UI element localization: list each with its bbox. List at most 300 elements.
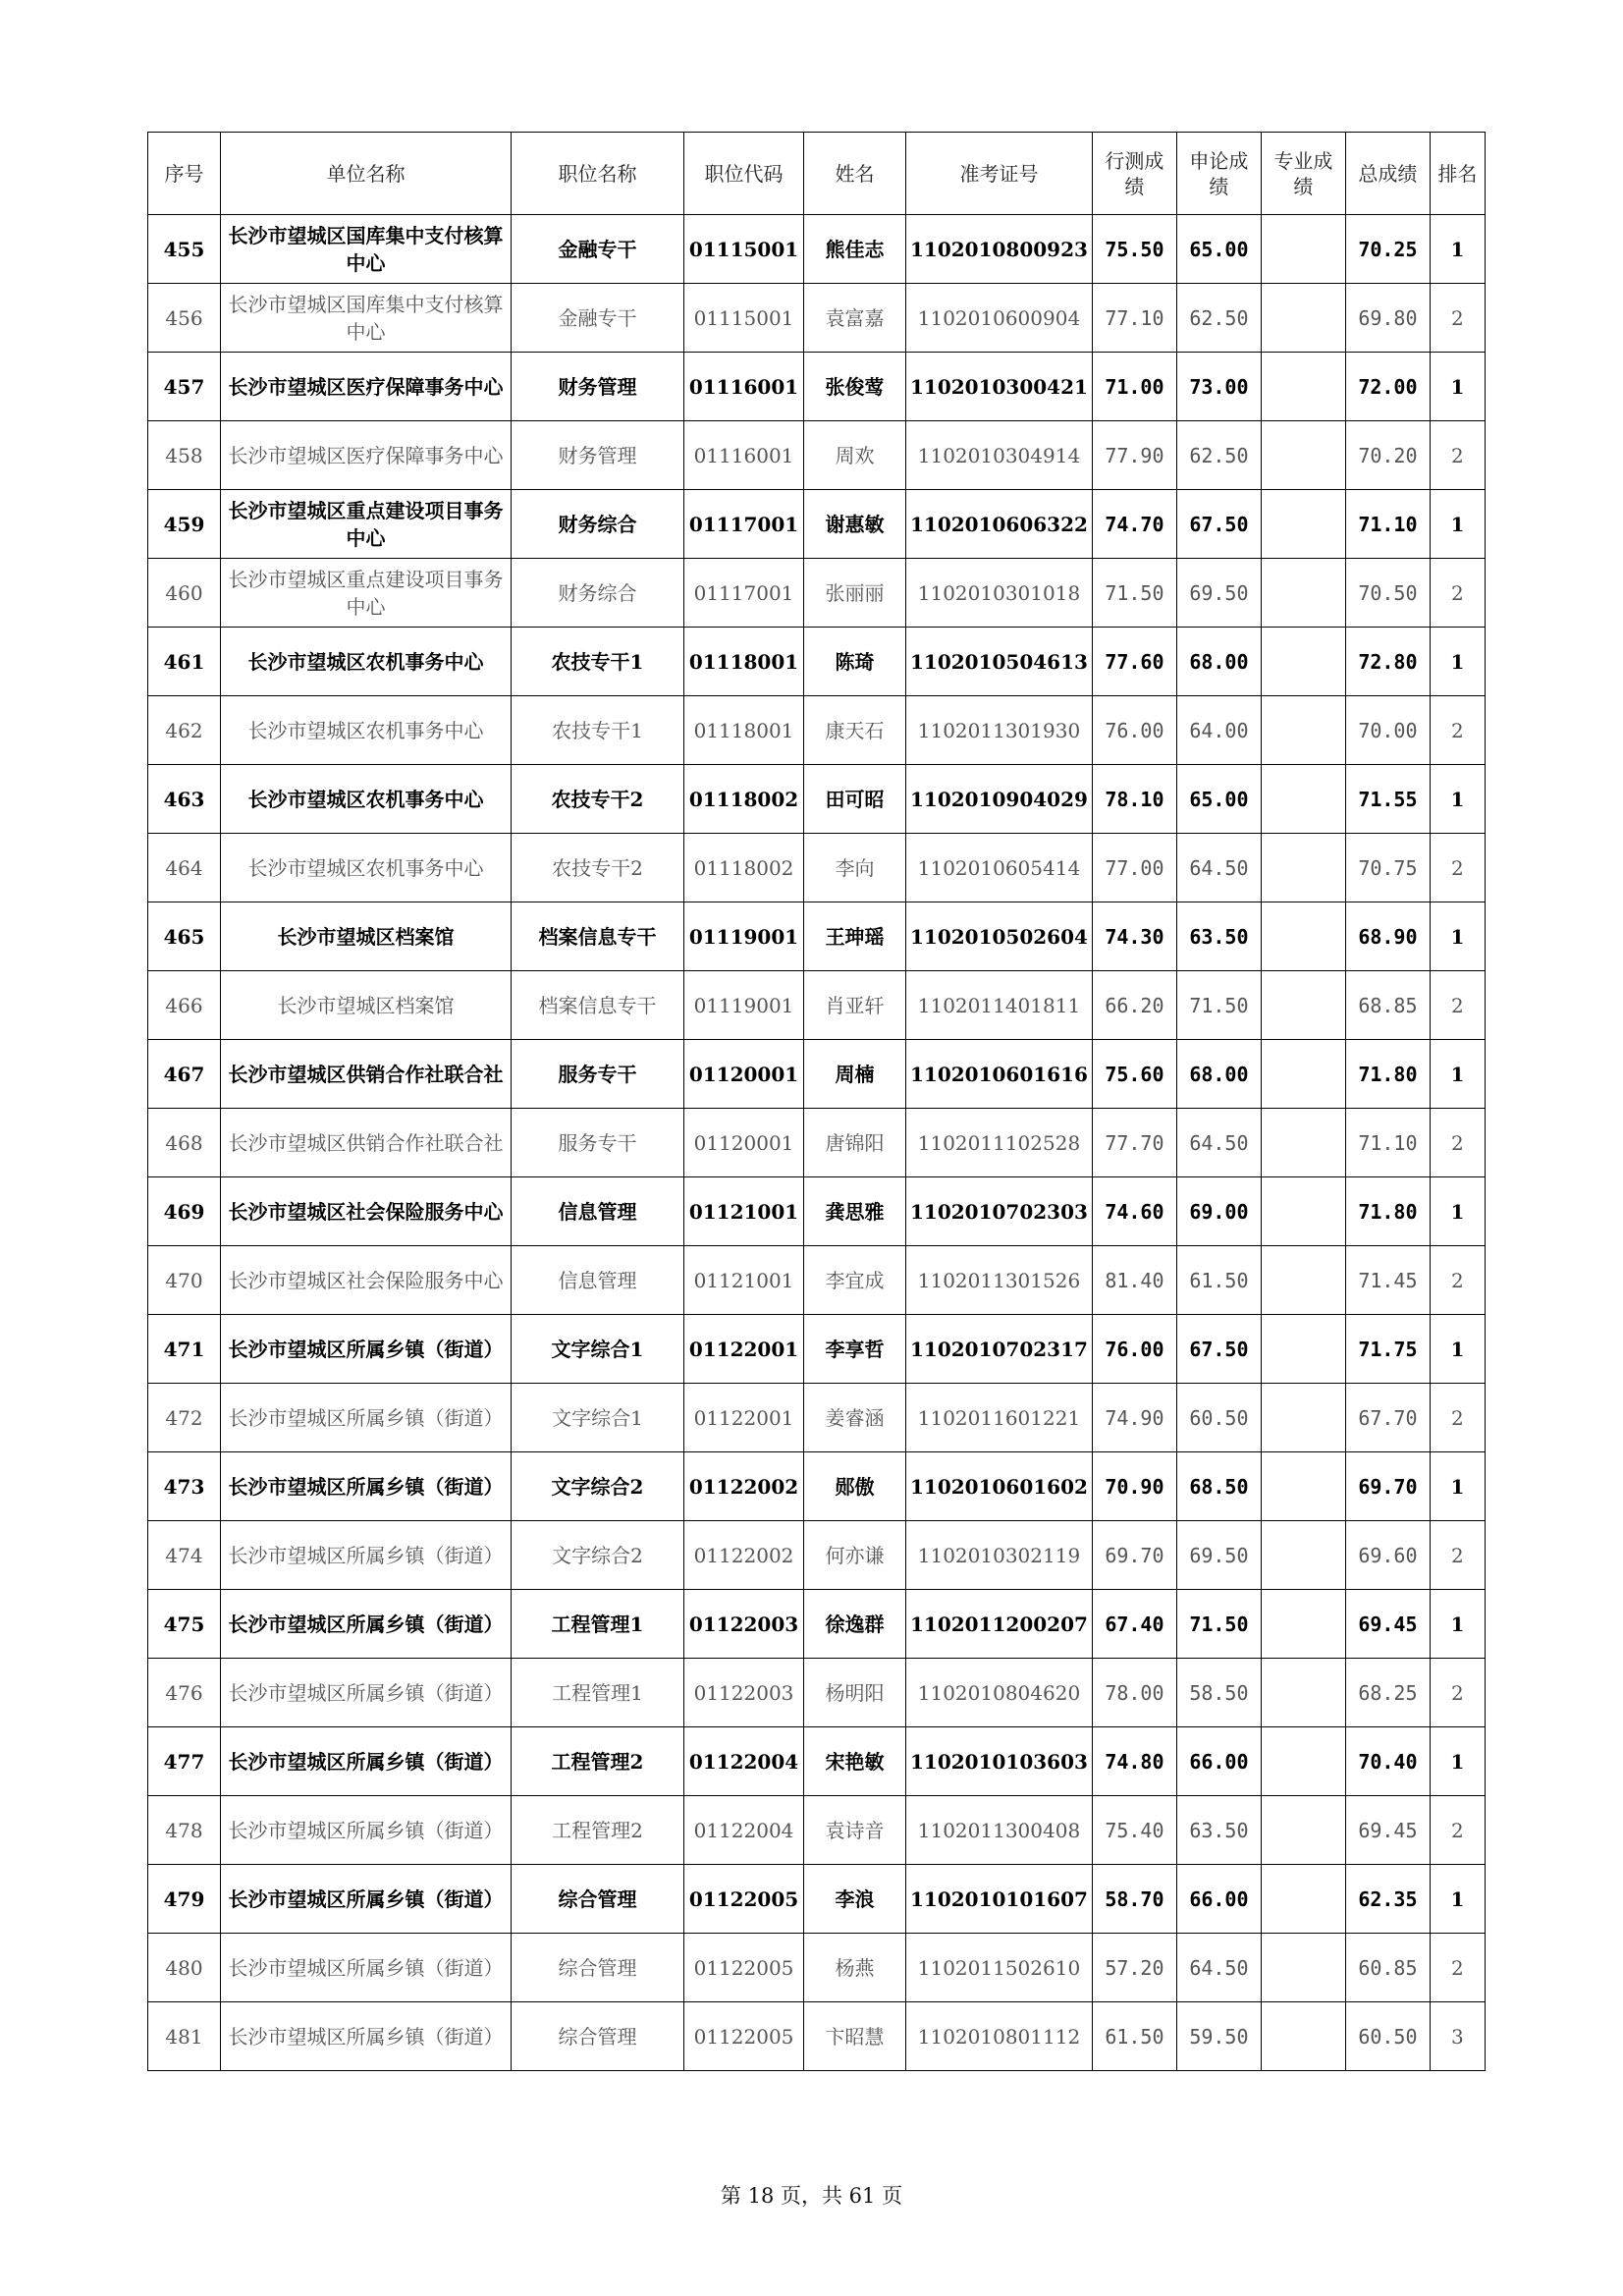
table-row	[148, 1659, 1486, 1727]
cell-post: 金融专干	[512, 215, 684, 284]
cell-seq: 480	[148, 1934, 221, 2002]
cell-ticket: 1102010804620	[906, 1659, 1093, 1727]
cell-code: 01122002	[684, 1521, 804, 1590]
cell-unit: 长沙市望城区档案馆	[221, 902, 512, 971]
cell-zhuanye	[1261, 902, 1345, 971]
cell-total: 71.45	[1345, 1246, 1430, 1315]
cell-xingce: 75.40	[1092, 1796, 1176, 1865]
cell-seq: 475	[148, 1590, 221, 1659]
cell-shenlun: 65.00	[1176, 215, 1261, 284]
cell-rank: 2	[1430, 1384, 1485, 1452]
cell-code: 01118002	[684, 834, 804, 902]
table-row	[148, 1865, 1486, 1934]
cell-xingce: 75.60	[1092, 1040, 1176, 1109]
cell-shenlun: 68.00	[1176, 628, 1261, 696]
table-row	[148, 1452, 1486, 1521]
table-row	[148, 1521, 1486, 1590]
cell-ticket: 1102010601602	[906, 1452, 1093, 1521]
cell-rank: 2	[1430, 1659, 1485, 1727]
table-row	[148, 971, 1486, 1040]
cell-shenlun: 69.50	[1176, 559, 1261, 628]
table-row	[148, 2002, 1486, 2071]
cell-total: 71.75	[1345, 1315, 1430, 1384]
cell-ticket: 1102010101607	[906, 1865, 1093, 1934]
cell-unit: 长沙市望城区国库集中支付核算中心	[221, 284, 512, 353]
cell-name: 李享哲	[804, 1315, 906, 1384]
cell-rank: 2	[1430, 696, 1485, 765]
table-body	[148, 215, 1486, 2071]
table-row	[148, 628, 1486, 696]
cell-xingce: 78.10	[1092, 765, 1176, 834]
cell-unit: 长沙市望城区所属乡镇（街道）	[221, 1315, 512, 1384]
cell-rank: 1	[1430, 765, 1485, 834]
cell-rank: 2	[1430, 1109, 1485, 1177]
cell-shenlun: 64.00	[1176, 696, 1261, 765]
cell-xingce: 66.20	[1092, 971, 1176, 1040]
cell-ticket: 1102010605414	[906, 834, 1093, 902]
cell-post: 综合管理	[512, 1934, 684, 2002]
header-shenlun: 申论成绩	[1176, 133, 1261, 215]
cell-post: 服务专干	[512, 1109, 684, 1177]
cell-post: 综合管理	[512, 1865, 684, 1934]
cell-seq: 463	[148, 765, 221, 834]
cell-unit: 长沙市望城区社会保险服务中心	[221, 1246, 512, 1315]
cell-name: 龚思雅	[804, 1177, 906, 1246]
cell-code: 01121001	[684, 1177, 804, 1246]
cell-code: 01116001	[684, 421, 804, 490]
cell-name: 徐逸群	[804, 1590, 906, 1659]
table-row	[148, 215, 1486, 284]
cell-shenlun: 63.50	[1176, 1796, 1261, 1865]
cell-shenlun: 66.00	[1176, 1865, 1261, 1934]
cell-xingce: 78.00	[1092, 1659, 1176, 1727]
cell-post: 综合管理	[512, 2002, 684, 2071]
header-unit: 单位名称	[221, 133, 512, 215]
cell-unit: 长沙市望城区重点建设项目事务中心	[221, 490, 512, 559]
cell-rank: 1	[1430, 1177, 1485, 1246]
cell-rank: 2	[1430, 421, 1485, 490]
cell-ticket: 1102010502604	[906, 902, 1093, 971]
cell-zhuanye	[1261, 971, 1345, 1040]
cell-xingce: 74.90	[1092, 1384, 1176, 1452]
cell-zhuanye	[1261, 421, 1345, 490]
header-code: 职位代码	[684, 133, 804, 215]
cell-name: 唐锦阳	[804, 1109, 906, 1177]
cell-rank: 1	[1430, 1590, 1485, 1659]
cell-post: 工程管理1	[512, 1590, 684, 1659]
cell-ticket: 1102010600904	[906, 284, 1093, 353]
cell-post: 信息管理	[512, 1177, 684, 1246]
cell-code: 01116001	[684, 353, 804, 421]
cell-zhuanye	[1261, 559, 1345, 628]
cell-ticket: 1102010702303	[906, 1177, 1093, 1246]
cell-name: 王珅瑶	[804, 902, 906, 971]
cell-unit: 长沙市望城区所属乡镇（街道）	[221, 1384, 512, 1452]
cell-shenlun: 60.50	[1176, 1384, 1261, 1452]
cell-zhuanye	[1261, 1040, 1345, 1109]
header-name: 姓名	[804, 133, 906, 215]
cell-unit: 长沙市望城区所属乡镇（街道）	[221, 1727, 512, 1796]
cell-shenlun: 71.50	[1176, 971, 1261, 1040]
cell-ticket: 1102011401811	[906, 971, 1093, 1040]
cell-total: 70.00	[1345, 696, 1430, 765]
cell-seq: 468	[148, 1109, 221, 1177]
header-zhuanye: 专业成绩	[1261, 133, 1345, 215]
cell-code: 01118001	[684, 696, 804, 765]
header-ticket: 准考证号	[906, 133, 1093, 215]
cell-xingce: 57.20	[1092, 1934, 1176, 2002]
cell-rank: 2	[1430, 1521, 1485, 1590]
cell-post: 财务综合	[512, 490, 684, 559]
cell-shenlun: 73.00	[1176, 353, 1261, 421]
cell-unit: 长沙市望城区农机事务中心	[221, 834, 512, 902]
cell-zhuanye	[1261, 834, 1345, 902]
cell-ticket: 1102010702317	[906, 1315, 1093, 1384]
cell-unit: 长沙市望城区农机事务中心	[221, 696, 512, 765]
cell-total: 69.45	[1345, 1590, 1430, 1659]
cell-unit: 长沙市望城区重点建设项目事务中心	[221, 559, 512, 628]
cell-seq: 462	[148, 696, 221, 765]
cell-code: 01115001	[684, 215, 804, 284]
cell-seq: 473	[148, 1452, 221, 1521]
cell-xingce: 77.60	[1092, 628, 1176, 696]
table-row	[148, 1040, 1486, 1109]
cell-zhuanye	[1261, 284, 1345, 353]
cell-xingce: 76.00	[1092, 696, 1176, 765]
cell-rank: 2	[1430, 1246, 1485, 1315]
cell-seq: 465	[148, 902, 221, 971]
cell-rank: 1	[1430, 902, 1485, 971]
cell-zhuanye	[1261, 1315, 1345, 1384]
cell-total: 71.10	[1345, 1109, 1430, 1177]
cell-seq: 477	[148, 1727, 221, 1796]
cell-post: 工程管理2	[512, 1727, 684, 1796]
cell-post: 服务专干	[512, 1040, 684, 1109]
cell-code: 01122003	[684, 1590, 804, 1659]
cell-xingce: 77.00	[1092, 834, 1176, 902]
cell-seq: 474	[148, 1521, 221, 1590]
cell-seq: 478	[148, 1796, 221, 1865]
cell-post: 农技专干2	[512, 765, 684, 834]
cell-zhuanye	[1261, 1727, 1345, 1796]
cell-rank: 1	[1430, 490, 1485, 559]
cell-unit: 长沙市望城区所属乡镇（街道）	[221, 1796, 512, 1865]
cell-shenlun: 61.50	[1176, 1246, 1261, 1315]
cell-rank: 2	[1430, 284, 1485, 353]
cell-total: 71.10	[1345, 490, 1430, 559]
cell-xingce: 75.50	[1092, 215, 1176, 284]
table-row	[148, 353, 1486, 421]
cell-xingce: 76.00	[1092, 1315, 1176, 1384]
cell-code: 01122001	[684, 1315, 804, 1384]
cell-seq: 470	[148, 1246, 221, 1315]
cell-total: 71.80	[1345, 1177, 1430, 1246]
table-row	[148, 1590, 1486, 1659]
cell-code: 01122005	[684, 2002, 804, 2071]
cell-post: 农技专干1	[512, 628, 684, 696]
cell-unit: 长沙市望城区医疗保障事务中心	[221, 421, 512, 490]
cell-name: 卞昭慧	[804, 2002, 906, 2071]
table-row	[148, 1727, 1486, 1796]
cell-ticket: 1102010301018	[906, 559, 1093, 628]
cell-unit: 长沙市望城区所属乡镇（街道）	[221, 1934, 512, 2002]
cell-unit: 长沙市望城区所属乡镇（街道）	[221, 2002, 512, 2071]
cell-shenlun: 68.50	[1176, 1452, 1261, 1521]
table-row	[148, 902, 1486, 971]
cell-total: 69.45	[1345, 1796, 1430, 1865]
table-row	[148, 421, 1486, 490]
cell-code: 01117001	[684, 559, 804, 628]
cell-unit: 长沙市望城区所属乡镇（街道）	[221, 1521, 512, 1590]
cell-code: 01117001	[684, 490, 804, 559]
cell-name: 谢惠敏	[804, 490, 906, 559]
cell-shenlun: 68.00	[1176, 1040, 1261, 1109]
cell-unit: 长沙市望城区供销合作社联合社	[221, 1040, 512, 1109]
cell-ticket: 1102010300421	[906, 353, 1093, 421]
cell-xingce: 74.80	[1092, 1727, 1176, 1796]
cell-shenlun: 64.50	[1176, 834, 1261, 902]
table-row	[148, 1177, 1486, 1246]
cell-ticket: 1102010302119	[906, 1521, 1093, 1590]
cell-zhuanye	[1261, 1796, 1345, 1865]
cell-zhuanye	[1261, 1177, 1345, 1246]
cell-post: 金融专干	[512, 284, 684, 353]
cell-shenlun: 58.50	[1176, 1659, 1261, 1727]
cell-xingce: 77.90	[1092, 421, 1176, 490]
cell-post: 财务综合	[512, 559, 684, 628]
header-row	[148, 133, 1486, 215]
cell-xingce: 81.40	[1092, 1246, 1176, 1315]
cell-unit: 长沙市望城区医疗保障事务中心	[221, 353, 512, 421]
cell-post: 档案信息专干	[512, 902, 684, 971]
cell-post: 信息管理	[512, 1246, 684, 1315]
cell-code: 01122004	[684, 1796, 804, 1865]
cell-shenlun: 69.50	[1176, 1521, 1261, 1590]
cell-name: 宋艳敏	[804, 1727, 906, 1796]
page-footer: 第 18 页，共 61 页	[720, 2184, 903, 2208]
cell-shenlun: 62.50	[1176, 284, 1261, 353]
cell-seq: 455	[148, 215, 221, 284]
cell-name: 姜睿涵	[804, 1384, 906, 1452]
cell-ticket: 1102011301930	[906, 696, 1093, 765]
cell-seq: 472	[148, 1384, 221, 1452]
cell-post: 文字综合2	[512, 1521, 684, 1590]
cell-ticket: 1102010606322	[906, 490, 1093, 559]
cell-shenlun: 62.50	[1176, 421, 1261, 490]
cell-code: 01120001	[684, 1109, 804, 1177]
cell-rank: 2	[1430, 559, 1485, 628]
results-table	[147, 132, 1486, 2071]
cell-zhuanye	[1261, 1109, 1345, 1177]
cell-ticket: 1102011301526	[906, 1246, 1093, 1315]
cell-zhuanye	[1261, 765, 1345, 834]
cell-shenlun: 66.00	[1176, 1727, 1261, 1796]
cell-post: 农技专干2	[512, 834, 684, 902]
cell-ticket: 1102010801112	[906, 2002, 1093, 2071]
cell-total: 68.90	[1345, 902, 1430, 971]
cell-unit: 长沙市望城区社会保险服务中心	[221, 1177, 512, 1246]
cell-zhuanye	[1261, 628, 1345, 696]
cell-ticket: 1102010504613	[906, 628, 1093, 696]
cell-rank: 1	[1430, 1315, 1485, 1384]
table-row	[148, 284, 1486, 353]
header-total: 总成绩	[1345, 133, 1430, 215]
cell-zhuanye	[1261, 490, 1345, 559]
cell-seq: 467	[148, 1040, 221, 1109]
cell-code: 01122002	[684, 1452, 804, 1521]
cell-post: 财务管理	[512, 421, 684, 490]
cell-total: 71.55	[1345, 765, 1430, 834]
cell-code: 01115001	[684, 284, 804, 353]
cell-seq: 479	[148, 1865, 221, 1934]
cell-total: 70.75	[1345, 834, 1430, 902]
cell-shenlun: 71.50	[1176, 1590, 1261, 1659]
cell-zhuanye	[1261, 215, 1345, 284]
cell-code: 01122005	[684, 1934, 804, 2002]
cell-post: 文字综合1	[512, 1315, 684, 1384]
cell-rank: 2	[1430, 1934, 1485, 2002]
cell-zhuanye	[1261, 1246, 1345, 1315]
table-row	[148, 696, 1486, 765]
cell-code: 01122001	[684, 1384, 804, 1452]
cell-rank: 2	[1430, 971, 1485, 1040]
cell-seq: 457	[148, 353, 221, 421]
cell-unit: 长沙市望城区所属乡镇（街道）	[221, 1452, 512, 1521]
table-row	[148, 1934, 1486, 2002]
cell-total: 72.00	[1345, 353, 1430, 421]
cell-shenlun: 67.50	[1176, 1315, 1261, 1384]
cell-zhuanye	[1261, 696, 1345, 765]
cell-code: 01120001	[684, 1040, 804, 1109]
header-xingce: 行测成绩	[1092, 133, 1176, 215]
cell-post: 文字综合2	[512, 1452, 684, 1521]
cell-ticket: 1102011200207	[906, 1590, 1093, 1659]
cell-zhuanye	[1261, 1659, 1345, 1727]
cell-xingce: 67.40	[1092, 1590, 1176, 1659]
cell-name: 杨燕	[804, 1934, 906, 2002]
cell-shenlun: 65.00	[1176, 765, 1261, 834]
cell-unit: 长沙市望城区所属乡镇（街道）	[221, 1590, 512, 1659]
cell-unit: 长沙市望城区农机事务中心	[221, 628, 512, 696]
cell-post: 档案信息专干	[512, 971, 684, 1040]
cell-zhuanye	[1261, 2002, 1345, 2071]
cell-name: 张俊莺	[804, 353, 906, 421]
cell-rank: 1	[1430, 1727, 1485, 1796]
cell-xingce: 77.10	[1092, 284, 1176, 353]
table-row	[148, 1246, 1486, 1315]
cell-shenlun: 59.50	[1176, 2002, 1261, 2071]
cell-name: 袁诗音	[804, 1796, 906, 1865]
header-post: 职位名称	[512, 133, 684, 215]
cell-unit: 长沙市望城区所属乡镇（街道）	[221, 1865, 512, 1934]
cell-ticket: 1102010800923	[906, 215, 1093, 284]
cell-seq: 460	[148, 559, 221, 628]
cell-rank: 3	[1430, 2002, 1485, 2071]
cell-unit: 长沙市望城区供销合作社联合社	[221, 1109, 512, 1177]
table-row	[148, 765, 1486, 834]
cell-unit: 长沙市望城区农机事务中心	[221, 765, 512, 834]
table-row	[148, 1796, 1486, 1865]
cell-total: 60.50	[1345, 2002, 1430, 2071]
cell-code: 01118002	[684, 765, 804, 834]
cell-xingce: 69.70	[1092, 1521, 1176, 1590]
cell-seq: 461	[148, 628, 221, 696]
table-row	[148, 834, 1486, 902]
cell-code: 01122005	[684, 1865, 804, 1934]
cell-rank: 1	[1430, 1040, 1485, 1109]
cell-total: 69.80	[1345, 284, 1430, 353]
cell-ticket: 1102011502610	[906, 1934, 1093, 2002]
cell-name: 袁富嘉	[804, 284, 906, 353]
cell-name: 李向	[804, 834, 906, 902]
cell-xingce: 71.50	[1092, 559, 1176, 628]
cell-post: 财务管理	[512, 353, 684, 421]
cell-name: 田可昭	[804, 765, 906, 834]
cell-zhuanye	[1261, 1521, 1345, 1590]
cell-shenlun: 64.50	[1176, 1934, 1261, 2002]
cell-zhuanye	[1261, 1934, 1345, 2002]
cell-seq: 466	[148, 971, 221, 1040]
cell-xingce: 74.60	[1092, 1177, 1176, 1246]
cell-total: 70.40	[1345, 1727, 1430, 1796]
cell-ticket: 1102010904029	[906, 765, 1093, 834]
cell-seq: 464	[148, 834, 221, 902]
cell-ticket: 1102010601616	[906, 1040, 1093, 1109]
cell-zhuanye	[1261, 1384, 1345, 1452]
cell-seq: 456	[148, 284, 221, 353]
cell-rank: 1	[1430, 215, 1485, 284]
table-row	[148, 1315, 1486, 1384]
cell-xingce: 71.00	[1092, 353, 1176, 421]
cell-total: 62.35	[1345, 1865, 1430, 1934]
table-row	[148, 490, 1486, 559]
cell-name: 李宜成	[804, 1246, 906, 1315]
cell-zhuanye	[1261, 1590, 1345, 1659]
cell-zhuanye	[1261, 353, 1345, 421]
cell-rank: 1	[1430, 1865, 1485, 1934]
cell-seq: 469	[148, 1177, 221, 1246]
cell-zhuanye	[1261, 1452, 1345, 1521]
cell-total: 67.70	[1345, 1384, 1430, 1452]
cell-code: 01119001	[684, 902, 804, 971]
cell-total: 72.80	[1345, 628, 1430, 696]
cell-post: 农技专干1	[512, 696, 684, 765]
cell-post: 工程管理1	[512, 1659, 684, 1727]
cell-total: 69.60	[1345, 1521, 1430, 1590]
cell-code: 01121001	[684, 1246, 804, 1315]
cell-name: 肖亚轩	[804, 971, 906, 1040]
cell-total: 70.20	[1345, 421, 1430, 490]
cell-name: 康天石	[804, 696, 906, 765]
cell-rank: 1	[1430, 1452, 1485, 1521]
cell-unit: 长沙市望城区档案馆	[221, 971, 512, 1040]
cell-seq: 458	[148, 421, 221, 490]
cell-total: 68.25	[1345, 1659, 1430, 1727]
cell-xingce: 77.70	[1092, 1109, 1176, 1177]
cell-shenlun: 69.00	[1176, 1177, 1261, 1246]
cell-name: 周楠	[804, 1040, 906, 1109]
cell-ticket: 1102011601221	[906, 1384, 1093, 1452]
cell-shenlun: 64.50	[1176, 1109, 1261, 1177]
cell-total: 60.85	[1345, 1934, 1430, 2002]
table-row	[148, 1384, 1486, 1452]
cell-xingce: 74.70	[1092, 490, 1176, 559]
cell-code: 01119001	[684, 971, 804, 1040]
cell-name: 周欢	[804, 421, 906, 490]
header-seq: 序号	[148, 133, 221, 215]
cell-post: 文字综合1	[512, 1384, 684, 1452]
header-rank: 排名	[1430, 133, 1485, 215]
